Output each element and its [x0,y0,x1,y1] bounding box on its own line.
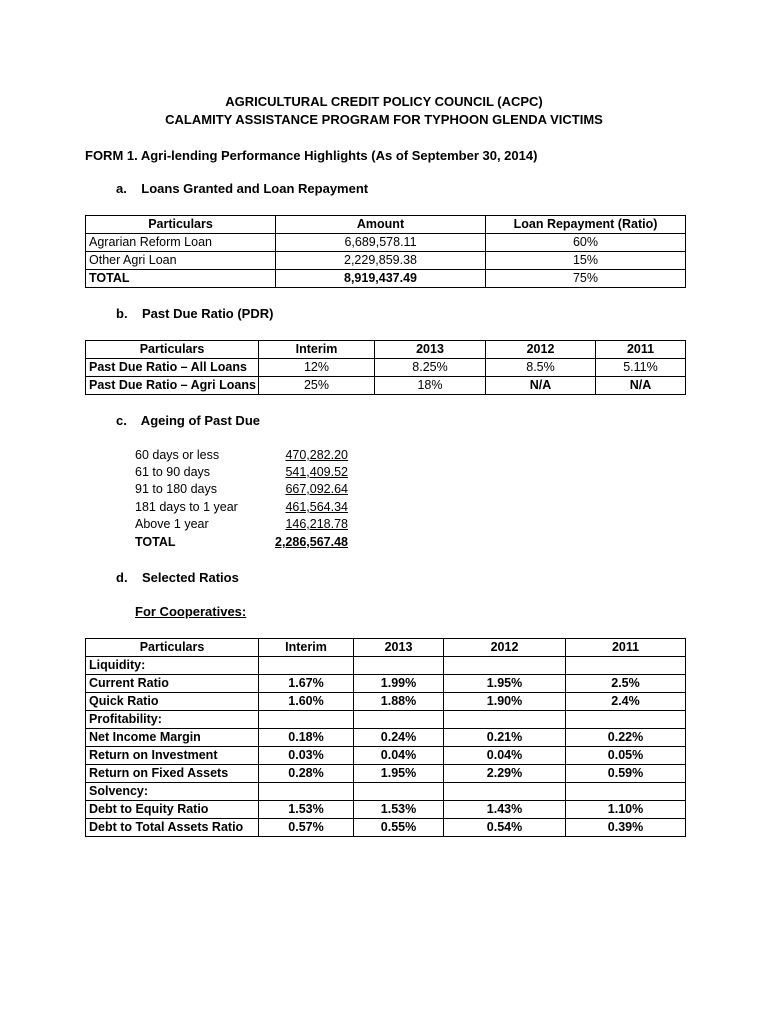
table-cell: 0.04% [444,747,566,765]
table-cell: 0.55% [354,819,444,837]
table-cell: 60% [486,234,686,252]
table-cell [444,711,566,729]
table-row [86,693,686,711]
table-cell: Past Due Ratio – Agri Loans [86,377,259,395]
doc-title-line1: AGRICULTURAL CREDIT POLICY COUNCIL (ACPC) [225,94,543,109]
table-cell [259,783,354,801]
pdr-table [85,340,686,395]
header-cell: 2011 [596,341,686,359]
table-cell: 2.29% [444,765,566,783]
table-cell: Debt to Total Assets Ratio [86,819,259,837]
table-row [86,765,686,783]
ageing-value: 470,282.20 [285,448,348,462]
table-cell [259,711,354,729]
table-cell: 0.59% [566,765,686,783]
ageing-value: 461,564.34 [285,500,348,514]
table-cell: 2.4% [566,693,686,711]
table-cell: TOTAL [86,270,276,288]
header-cell: Loan Repayment (Ratio) [486,216,686,234]
ageing-row [135,447,395,464]
table-cell: 0.03% [259,747,354,765]
table-cell [566,657,686,675]
table-cell: 5.11% [596,359,686,377]
table-cell: 1.43% [444,801,566,819]
ageing-row [135,481,395,498]
table-cell [444,657,566,675]
header-cell: Amount [276,216,486,234]
table-cell [444,783,566,801]
table-cell: 8.25% [375,359,486,377]
table-cell [354,657,444,675]
ageing-label: TOTAL [135,535,176,549]
table-cell: 0.24% [354,729,444,747]
table-cell: 0.22% [566,729,686,747]
ageing-label: 61 to 90 days [135,465,211,479]
table-cell: Return on Fixed Assets [86,765,259,783]
doc-title-line2: CALAMITY ASSISTANCE PROGRAM FOR TYPHOON GLENDA VICTIMS [165,112,603,127]
table-cell: 1.67% [259,675,354,693]
ageing-label: 60 days or less [135,448,220,462]
table-header-row [86,341,686,359]
table-row [86,377,686,395]
table-cell: 75% [486,270,686,288]
ageing-value: 541,409.52 [285,465,348,479]
table-cell: Solvency: [86,783,259,801]
ageing-value: 2,286,567.48 [275,535,348,549]
table-cell: 8,919,437.49 [276,270,486,288]
table-cell: Quick Ratio [86,693,259,711]
table-cell: Profitability: [86,711,259,729]
header-cell: 2012 [444,639,566,657]
section-d-subtitle: For Cooperatives: [135,604,247,619]
table-header-row [86,639,686,657]
ageing-value: 146,218.78 [285,517,348,531]
table-cell [354,783,444,801]
table-cell: 1.88% [354,693,444,711]
ageing-label: Above 1 year [135,517,209,531]
ageing-value: 667,092.64 [285,482,348,496]
section-d-title: d. Selected Ratios [116,570,239,585]
table-cell: Past Due Ratio – All Loans [86,359,259,377]
header-cell: 2013 [354,639,444,657]
table-row [86,270,686,288]
table-row [86,675,686,693]
table-cell: 1.53% [259,801,354,819]
table-cell: Debt to Equity Ratio [86,801,259,819]
table-cell: 0.04% [354,747,444,765]
table-cell: 1.95% [444,675,566,693]
table-cell [259,657,354,675]
ageing-label: 181 days to 1 year [135,500,238,514]
header-cell: 2012 [486,341,596,359]
table-cell: Return on Investment [86,747,259,765]
table-header-row [86,216,686,234]
table-cell: 1.10% [566,801,686,819]
ratios-table [85,638,686,837]
table-cell: 18% [375,377,486,395]
form-title: FORM 1. Agri-lending Performance Highlights (As of September 30, 2014) [85,148,538,163]
table-cell: 1.95% [354,765,444,783]
ageing-total-row [135,534,395,551]
header-cell: Interim [259,639,354,657]
header-cell: 2011 [566,639,686,657]
header-cell: Particulars [86,216,276,234]
table-cell: 1.99% [354,675,444,693]
table-cell: 1.53% [354,801,444,819]
ageing-row [135,499,395,516]
header-cell: Particulars [86,639,259,657]
table-row [86,359,686,377]
header-cell: Particulars [86,341,259,359]
table-cell: 8.5% [486,359,596,377]
table-cell: 1.90% [444,693,566,711]
table-cell: 0.54% [444,819,566,837]
table-row [86,252,686,270]
ageing-row [135,464,395,481]
table-cell: 0.57% [259,819,354,837]
ageing-row [135,516,395,533]
table-row [86,234,686,252]
table-cell: 15% [486,252,686,270]
table-row [86,819,686,837]
section-c-title: c. Ageing of Past Due [116,413,260,428]
table-cell [566,783,686,801]
table-row [86,747,686,765]
table-cell: Net Income Margin [86,729,259,747]
table-cell: 2.5% [566,675,686,693]
table-cell: 0.18% [259,729,354,747]
table-row [86,729,686,747]
table-row [86,711,686,729]
section-a-title: a. Loans Granted and Loan Repayment [116,181,369,196]
table-cell: 0.21% [444,729,566,747]
table-cell: 0.28% [259,765,354,783]
table-row [86,801,686,819]
table-cell: Other Agri Loan [86,252,276,270]
table-cell: Agrarian Reform Loan [86,234,276,252]
table-cell: 1.60% [259,693,354,711]
header-cell: Interim [259,341,375,359]
table-cell [566,711,686,729]
table-cell: 12% [259,359,375,377]
loans-table [85,215,686,288]
ageing-label: 91 to 180 days [135,482,218,496]
table-cell: 2,229,859.38 [276,252,486,270]
table-cell: Current Ratio [86,675,259,693]
table-row [86,657,686,675]
table-row [86,783,686,801]
table-cell: N/A [596,377,686,395]
table-cell: 0.05% [566,747,686,765]
table-cell: 0.39% [566,819,686,837]
table-cell [354,711,444,729]
section-b-title: b. Past Due Ratio (PDR) [116,306,274,321]
table-cell: Liquidity: [86,657,259,675]
header-cell: 2013 [375,341,486,359]
table-cell: N/A [486,377,596,395]
table-cell: 25% [259,377,375,395]
table-cell: 6,689,578.11 [276,234,486,252]
